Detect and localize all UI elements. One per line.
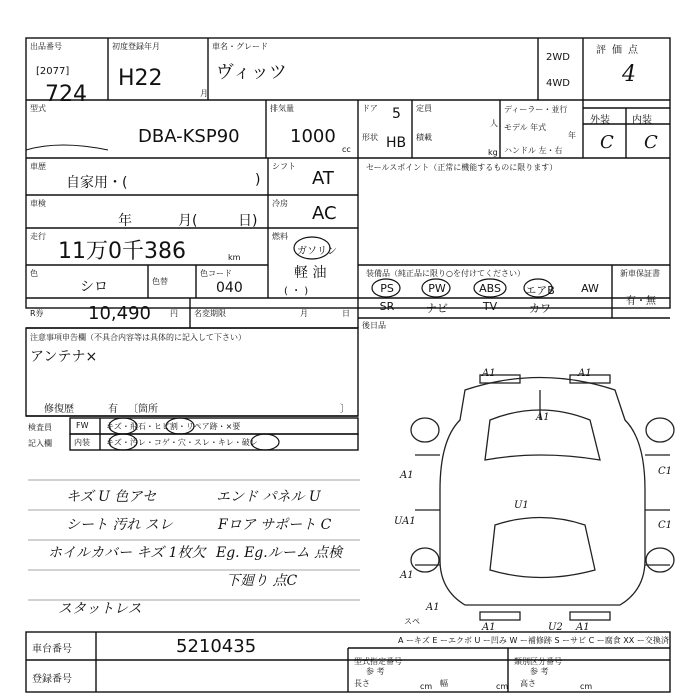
ref-1: 参 考 xyxy=(366,667,385,676)
cap-unit: 人 xyxy=(490,119,498,128)
hand-note-8: スタットレス xyxy=(58,601,142,617)
handle-label: ハンドル 左・右 xyxy=(504,146,563,155)
width-unit: cm xyxy=(496,682,509,691)
mileage-label: 走行 xyxy=(30,232,46,241)
sales-label: セールスポイント（正常に機能するものに限ります） xyxy=(366,163,558,172)
title-month: 月 xyxy=(300,309,308,318)
history-close: ) xyxy=(255,172,261,188)
equip-leather: カワ xyxy=(529,302,551,315)
fuel-paren: ( ・ ) xyxy=(284,286,309,297)
equip-sr: SR xyxy=(379,300,395,313)
equip-pw: PW xyxy=(428,282,446,295)
cap-label: 定員 xyxy=(416,104,432,113)
lot-label: 出品番号 xyxy=(30,42,62,51)
door-value: 5 xyxy=(392,106,401,122)
chassis-value: 5210435 xyxy=(176,636,257,657)
mark-c1-2: C1 xyxy=(658,520,673,531)
shift-label: シフト xyxy=(272,162,296,171)
model-label: 型式 xyxy=(30,104,46,113)
class-label: 類別区分番号 xyxy=(514,657,562,666)
mileage-unit: km xyxy=(228,253,241,262)
load-unit: kg xyxy=(488,148,498,157)
equip-airbag: エアB xyxy=(525,284,555,297)
ref-2: 参 考 xyxy=(530,667,549,676)
lot-code: [2077] xyxy=(36,66,70,77)
width-label: 幅 xyxy=(440,679,448,688)
name-label: 車名・グレード xyxy=(212,42,268,51)
color-code-value: 040 xyxy=(216,280,243,296)
row1-rest: キズ・飛石・ヒビ割・リペア跡・×要 xyxy=(106,422,241,431)
mark-a1-7: A1 xyxy=(482,622,496,633)
length-label: 長さ xyxy=(354,679,370,688)
recycle-unit: 円 xyxy=(170,309,178,318)
warranty-value: 有・無 xyxy=(626,296,656,307)
reg-year: H22 xyxy=(118,66,163,91)
shape-value: HB xyxy=(386,135,407,151)
color-change-label: 色替 xyxy=(152,277,168,286)
fuel-gas: ガソリン xyxy=(297,246,337,257)
door-label: ドア xyxy=(362,104,378,113)
fuel-label: 燃料 xyxy=(272,232,288,241)
score-value: 4 xyxy=(622,62,636,87)
shift-value: AT xyxy=(312,168,334,189)
mark-a1-2: A1 xyxy=(578,368,592,379)
hand-note-3: ホイルカバー キズ 1枚欠 xyxy=(48,545,206,561)
repair-close: 〕 xyxy=(340,404,350,415)
record-label: 記入欄 xyxy=(28,439,52,448)
legend: A ーキズ E ーエクボ U ー凹み W ー補修跡 S ーサビ C ー腐食 XX ー交換済 xyxy=(398,636,669,645)
hand-note-7: 下廻り 点C xyxy=(226,573,298,589)
mark-a1-1: A1 xyxy=(482,368,496,379)
disp-label: 排気量 xyxy=(270,104,294,113)
notes-label: 注意事項申告欄（不具合内容等は具体的に記入して下さい） xyxy=(30,333,246,342)
color-label: 色 xyxy=(30,269,38,278)
hand-note-5: Fロア サポート C xyxy=(218,517,332,533)
inspection-day: 日) xyxy=(238,213,258,229)
recycle-value: 10,490 xyxy=(88,303,151,324)
title-label: 名変期限 xyxy=(194,309,226,318)
model-year-label: モデル 年式 xyxy=(504,123,547,132)
mark-a1-8: A1 xyxy=(576,622,590,633)
inspection-month: 月( xyxy=(178,213,198,229)
dealer-label: ディーラー・並行 xyxy=(504,105,568,114)
car-name: ヴィッツ xyxy=(216,62,287,83)
model-value: DBA-KSP90 xyxy=(138,126,240,147)
int-value: C xyxy=(644,132,658,153)
year-unit: 年 xyxy=(568,131,576,140)
equip-tv: TV xyxy=(482,300,498,313)
warranty-label: 新車保証書 xyxy=(620,269,660,278)
shape-label: 形状 xyxy=(362,133,378,142)
drive-4wd: 4WD xyxy=(546,78,570,89)
equip-aw: AW xyxy=(581,282,599,295)
equip-navi: ナビ xyxy=(426,302,448,315)
drive-2wd: 2WD xyxy=(546,52,570,63)
notes-value: アンテナ× xyxy=(30,349,98,365)
color-value: シロ xyxy=(80,279,108,295)
mark-c1-1: C1 xyxy=(658,466,673,477)
hand-note-2: シート 汚れ スレ xyxy=(66,517,173,533)
chassis-label: 車台番号 xyxy=(32,644,72,655)
car-damage-diagram xyxy=(395,360,685,630)
disp-value: 1000 xyxy=(290,126,336,147)
fuel-diesel: 軽 油 xyxy=(294,265,327,281)
row2-rest: キズ・汚レ・コゲ・穴・スレ・キレ・破レ xyxy=(106,438,258,447)
mark-a1-5: A1 xyxy=(400,570,414,581)
mark-a1-3: A1 xyxy=(536,412,550,423)
score-label: 評価点 xyxy=(596,45,644,56)
mark-a1-4: A1 xyxy=(400,470,414,481)
mark-u2: U2 xyxy=(548,622,563,633)
hand-note-6: Eg. Eg.ルーム 点検 xyxy=(216,545,343,561)
inspector-label: 検査員 xyxy=(28,423,52,432)
equip-ps: PS xyxy=(380,282,394,295)
inspection-label: 車検 xyxy=(30,199,46,208)
repair-value: 有 xyxy=(108,404,118,415)
recycle-label: R券 xyxy=(30,309,44,318)
mark-ua1: UA1 xyxy=(394,516,416,527)
ext-label: 外装 xyxy=(590,115,610,126)
mark-u1: U1 xyxy=(514,500,529,511)
history-value: 自家用・( xyxy=(66,175,128,191)
row1-a: FW xyxy=(76,421,89,430)
repair-label: 修復歴 xyxy=(44,404,74,415)
length-unit: cm xyxy=(420,682,433,691)
mark-spare: スペ xyxy=(404,617,420,626)
regno-label: 登録番号 xyxy=(32,674,72,685)
mileage-value: 11万0千386 xyxy=(58,239,186,264)
lot-number: 724 xyxy=(45,82,87,107)
disp-unit: cc xyxy=(342,145,351,154)
mark-a1-6: A1 xyxy=(426,602,440,613)
equip-abs: ABS xyxy=(479,282,501,295)
color-code-label: 色コード xyxy=(200,269,232,278)
title-day: 日 xyxy=(342,309,350,318)
load-label: 積載 xyxy=(416,133,432,142)
repair-place: 〔箇所 xyxy=(128,404,158,415)
ac-value: AC xyxy=(312,203,337,224)
type-spec-label: 型式指定番号 xyxy=(354,657,402,666)
after-label: 後日品 xyxy=(362,321,386,330)
height-label: 高さ xyxy=(520,679,536,688)
reg-label: 初度登録年月 xyxy=(112,42,160,51)
hand-note-1: キズ U 色アセ xyxy=(66,489,157,505)
row2-a: 内装 xyxy=(74,438,90,447)
hand-note-4: エンド パネル U xyxy=(216,489,321,505)
history-label: 車歴 xyxy=(30,162,46,171)
inspection-year: 年 xyxy=(118,213,132,229)
equip-label: 装備品（純正品に限り○を付けてください） xyxy=(366,269,525,278)
reg-month-unit: 月 xyxy=(200,89,208,98)
height-unit: cm xyxy=(580,682,593,691)
ac-label: 冷房 xyxy=(272,199,288,208)
int-label: 内装 xyxy=(632,115,652,126)
ext-value: C xyxy=(600,132,614,153)
